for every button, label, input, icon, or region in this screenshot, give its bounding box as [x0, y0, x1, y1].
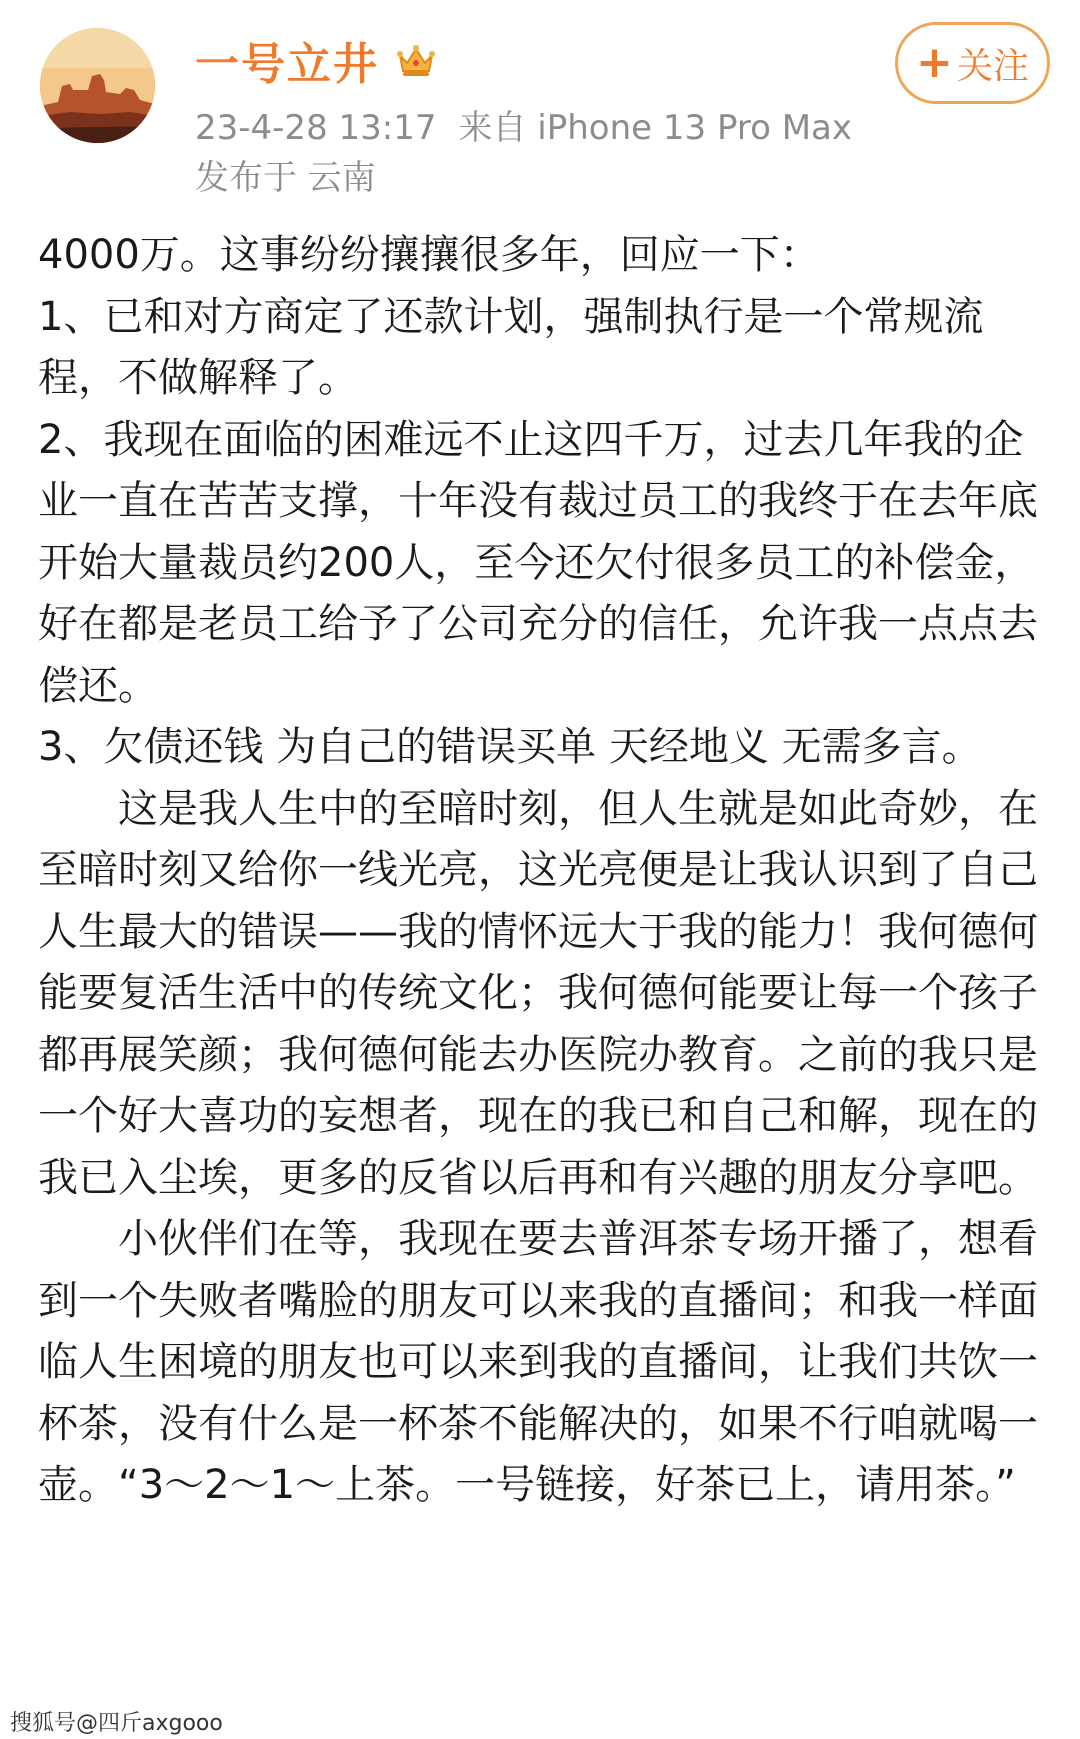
post-paragraph: 4000万。这事纷纷攘攘很多年，回应一下： [38, 232, 820, 278]
follow-button[interactable] [895, 22, 1050, 104]
post-paragraph: 2、我现在面临的困难远不止这四千万，过去几年我的企业一直在苦苦支撑，十年没有裁过员工的我终于在去年底开始大量裁员约200人，至今还欠付很多员工的补偿金，好在都是老员工给予了公司充分的信任，允许我一点点去偿还。 [38, 416, 1038, 709]
post-paragraph: 小伙伴们在等，我现在要去普洱茶专场开播了，想看到一个失败者嘴脸的朋友可以来我的直播间；和我一样面临人生困境的朋友也可以来到我的直播间，让我们共饮一杯茶，没有什么是一杯茶不能解决的，如果不行咱就喝一壶。“3～2～1～上茶。一号链接，好茶已上，请用茶。” [38, 1216, 1038, 1508]
username-row [195, 30, 437, 90]
post-content [38, 225, 1058, 1517]
post-paragraph: 这是我人生中的至暗时刻，但人生就是如此奇妙，在至暗时刻又给你一线光亮，这光亮便是让我认识到了自己人生最大的错误——我的情怀远大于我的能力！我何德何能要复活生活中的传统文化；我何德何能要让每一个孩子都再展笑颜；我何德何能去办医院办教育。之前的我只是一个好大喜功的妄想者，现在的我已和自己和解，现在的我已入尘埃，更多的反省以后再和有兴趣的朋友分享吧。 [38, 785, 1038, 1201]
post-source: 来自 iPhone 13 Pro Max [458, 108, 852, 148]
post-meta-line [195, 100, 852, 149]
username[interactable]: 一号立井 [195, 39, 379, 90]
post-timestamp: 23-4-28 13:17 [195, 108, 437, 148]
post-paragraph: 3、欠债还钱 为自己的错误买单 天经地义 无需多言。 [38, 724, 982, 770]
post-header [0, 0, 1080, 205]
crown-badge-icon [395, 39, 437, 81]
desert-landscape-avatar-icon [40, 28, 155, 143]
watermark: 搜狐号@四斤axgooo [10, 1711, 223, 1736]
follow-button-label: 关注 [956, 45, 1029, 87]
post-paragraph: 1、已和对方商定了还款计划，强制执行是一个常规流程，不做解释了。 [38, 293, 984, 401]
post-location: 发布于 云南 [195, 158, 376, 198]
plus-icon: + [916, 37, 953, 88]
user-avatar[interactable] [40, 28, 155, 143]
